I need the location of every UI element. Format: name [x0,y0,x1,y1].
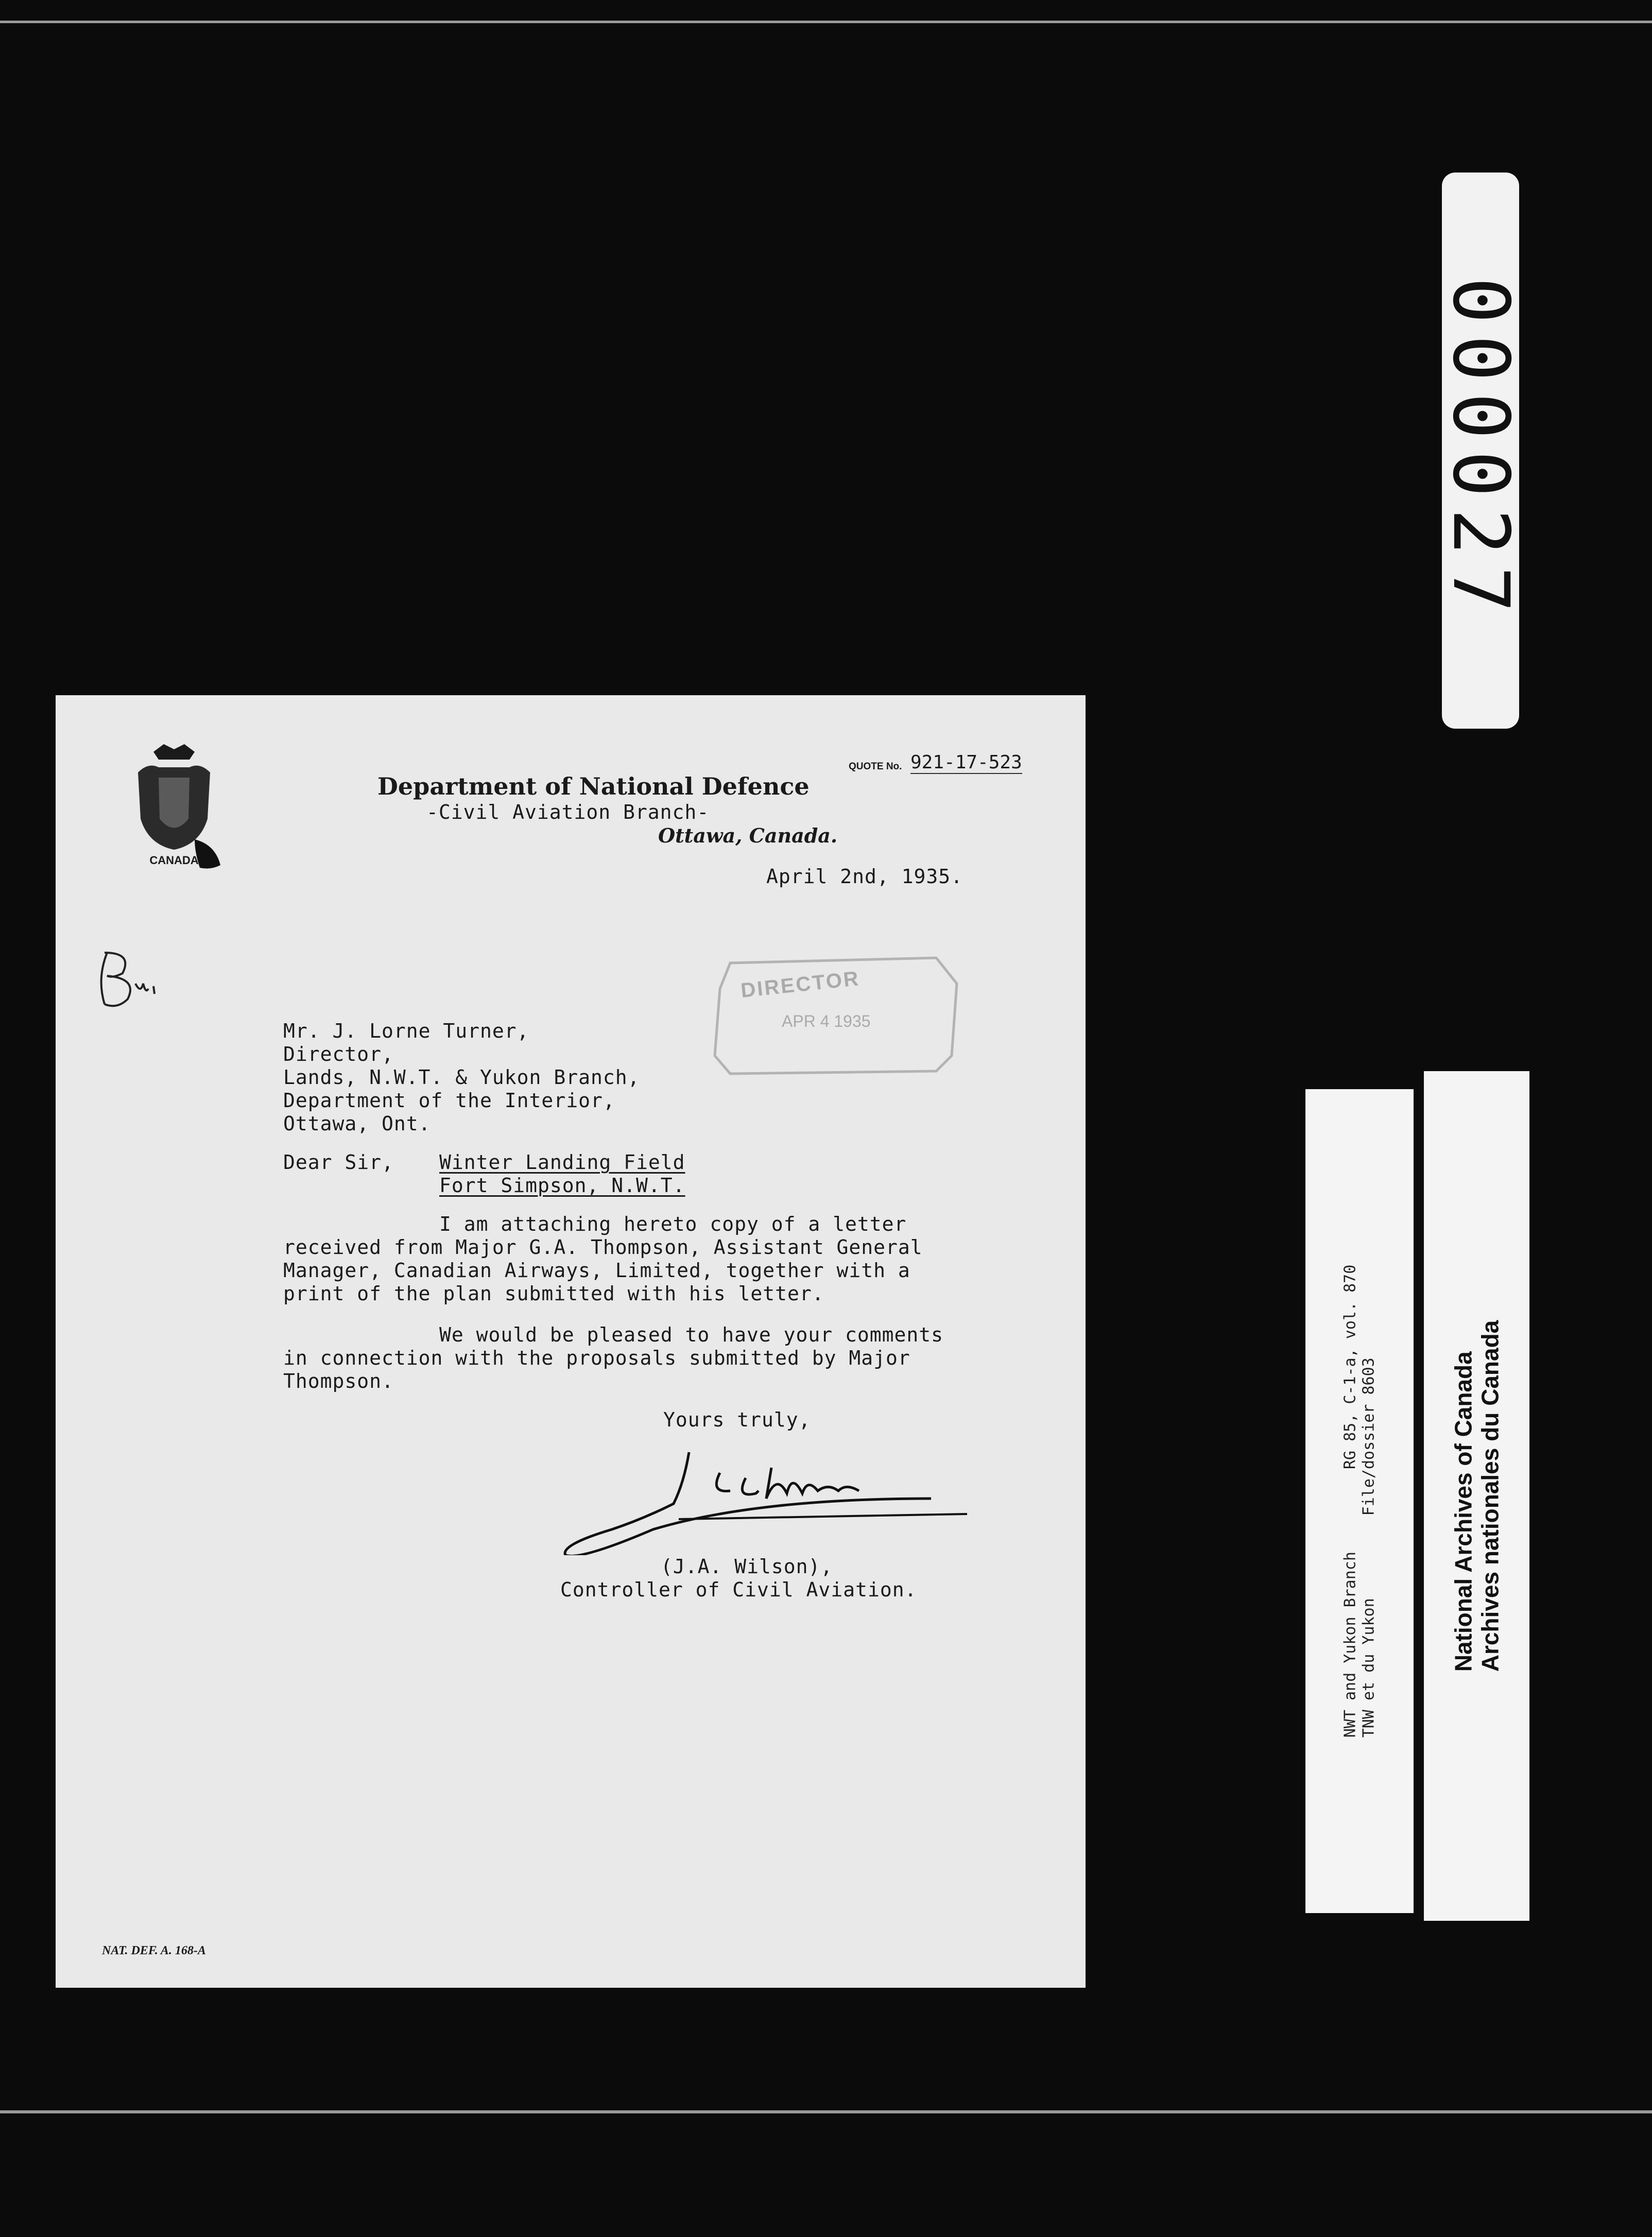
frame-counter [1436,173,1526,729]
letter-date: April 2nd, 1935. [766,865,963,888]
film-edge-top [0,21,1652,23]
stamp-line-1: DIRECTOR [739,967,861,1003]
signature [550,1442,983,1555]
subject-line-2: Fort Simpson, N.W.T. [439,1174,685,1197]
letter-page [56,695,1086,1988]
archive-institution-label [1424,1071,1529,1921]
city-line: Ottawa, Canada. [658,824,838,847]
institution-name-fr: Archives nationales du Canada [1476,1320,1504,1672]
paragraph-2-line: in connection with the proposals submitted by Major [283,1347,910,1369]
department-title: Department of National Defence [377,772,810,800]
salutation: Dear Sir, [283,1151,394,1174]
paragraph-1-line: print of the plan submitted with his letter. [283,1282,824,1305]
stamp-date: APR 4 1935 [782,1012,871,1030]
crest-label: CANADA [149,854,199,867]
form-number: NAT. DEF. A. 168-A [102,1944,206,1957]
label-branch-en: NWT and Yukon Branch [1341,1552,1359,1738]
paragraph-1-line: received from Major G.A. Thompson, Assistant General [283,1236,923,1259]
recipient-line: Ottawa, Ont. [283,1112,431,1135]
archive-reference-label [1305,1089,1414,1913]
paragraph-2-line: We would be pleased to have your comments [439,1323,943,1346]
branch-line: -Civil Aviation Branch- [426,801,710,823]
signer-name: (J.A. Wilson), [661,1555,833,1578]
quote-label: QUOTE No. [849,761,902,772]
subject-line-1: Winter Landing Field [439,1151,685,1174]
label-reference-fr: File/dossier 8603 [1360,1357,1378,1516]
recipient-line: Department of the Interior, [283,1089,615,1112]
paragraph-2-line: Thompson. [283,1370,394,1392]
received-stamp [699,953,967,1076]
quote-number: 921-17-523 [910,752,1022,773]
institution-name-en: National Archives of Canada [1450,1351,1477,1672]
recipient-line: Mr. J. Lorne Turner, [283,1020,529,1042]
frame-number: 000027 [1436,277,1526,624]
label-branch-fr: TNW et du Yukon [1360,1598,1378,1738]
recipient-line: Director, [283,1043,394,1065]
crest-icon [123,742,226,870]
label-reference-en: RG 85, C-1-a, vol. 870 [1341,1264,1359,1470]
film-edge-bottom [0,2110,1652,2113]
signer-title: Controller of Civil Aviation. [560,1578,917,1601]
recipient-line: Lands, N.W.T. & Yukon Branch, [283,1066,640,1089]
paragraph-1-line: I am attaching hereto copy of a letter [439,1213,907,1235]
closing: Yours truly, [663,1408,811,1431]
handwritten-initial [92,942,169,1017]
paragraph-1-line: Manager, Canadian Airways, Limited, together with a [283,1259,910,1282]
